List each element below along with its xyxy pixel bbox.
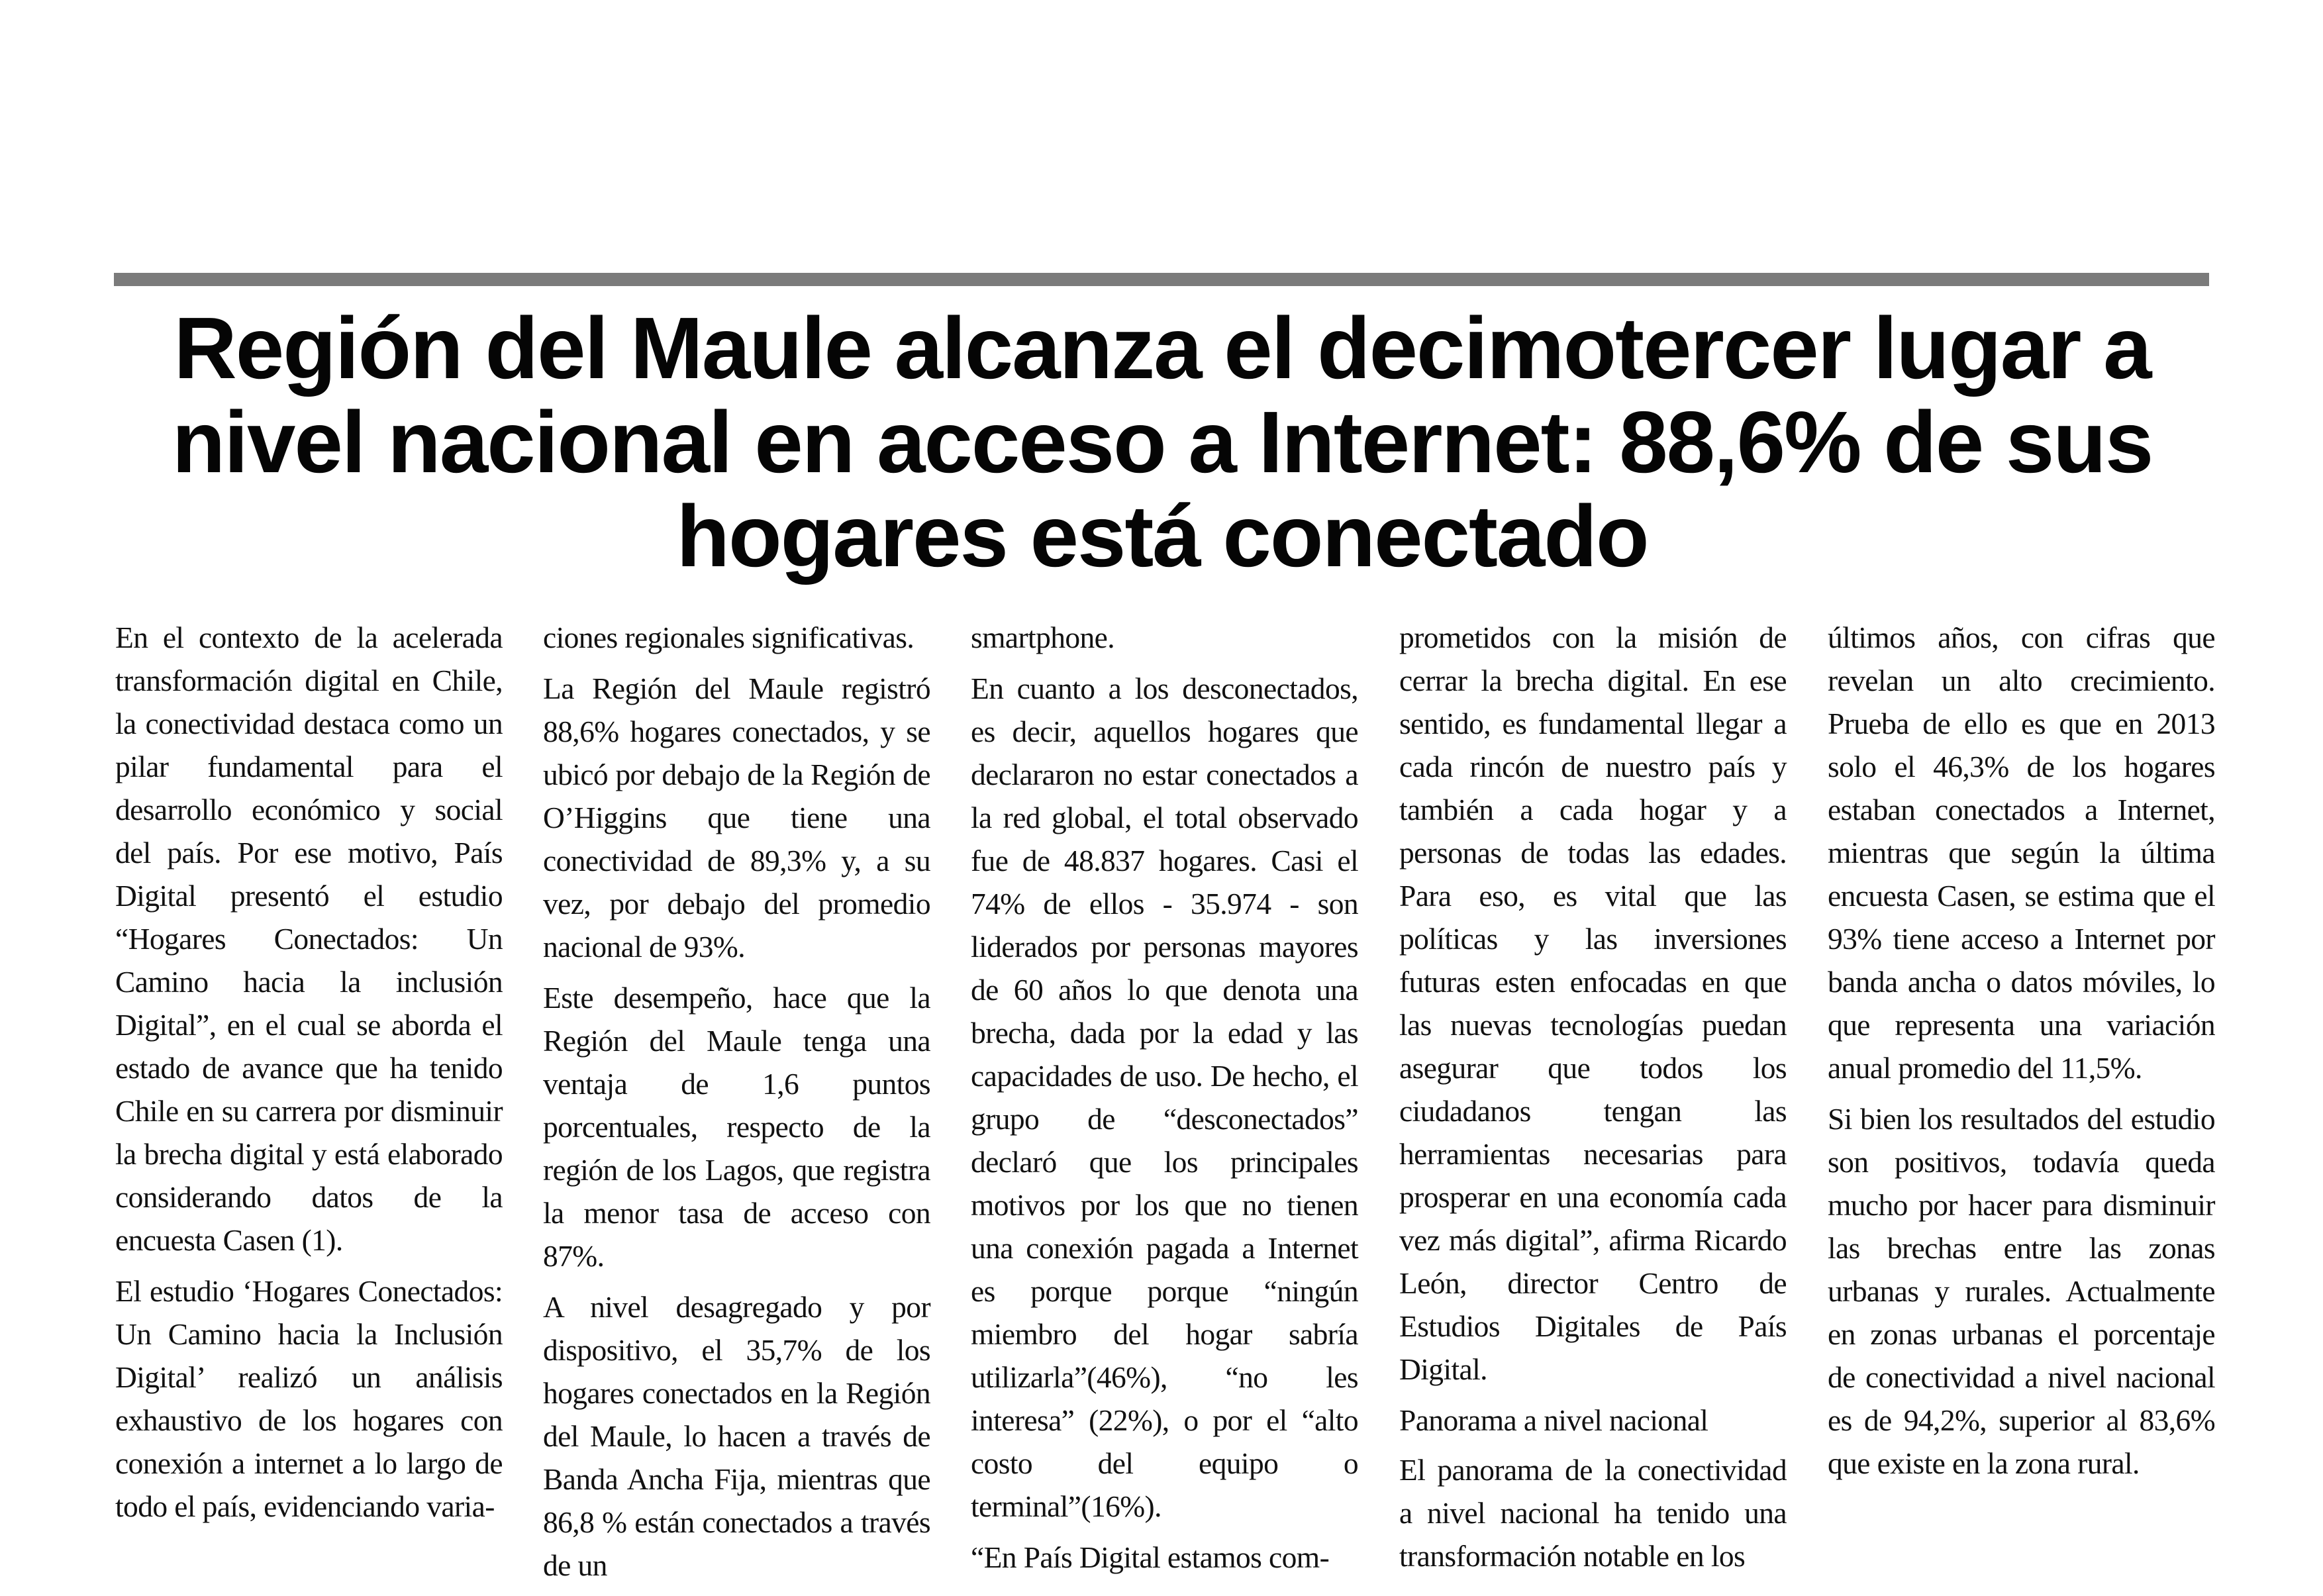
paragraph: prometidos con la misión de cerrar la brecha digital. En ese sentido, es fundamental llegar a cada rincón de nuestro país y también a cada hogar y a personas de todas las edades. Para eso, es vital que las políticas y las inversiones futuras esten enfocadas en que las nuevas tecnologías puedan asegurar que todos los ciudadanos tengan las herramientas necesarias para prosperar en una economía cada vez más digital”, afirma Ricardo León, director Centro de Estudios Digitales de País Digital. xyxy=(1399,621,1787,1386)
article-column-5 xyxy=(1828,616,2215,1493)
article-column-2 xyxy=(543,616,930,1595)
paragraph: A nivel desagregado y por dispositivo, el 35,7% de los hogares conectados en la Región del Maule, lo hacen a través de Banda Ancha Fija, mientras que 86,8 % están conectados a través de un xyxy=(543,1290,930,1582)
article-column-1 xyxy=(115,616,503,1536)
article-column-4 xyxy=(1399,616,1787,1585)
paragraph: El panorama de la conectividad a nivel nacional ha tenido una transformación notable en los xyxy=(1399,1453,1787,1573)
article-column-3 xyxy=(971,616,1358,1587)
headline: Región del Maule alcanza el decimotercer lugar a nivel nacional en acceso a Internet: 88,6% de sus hogares está conectado xyxy=(172,299,2153,585)
paragraph: smartphone. xyxy=(971,621,1115,654)
top-rule xyxy=(114,273,2209,286)
paragraph: ciones regionales significativas. xyxy=(543,621,914,654)
paragraph: La Región del Maule registró 88,6% hogares conectados, y se ubicó por debajo de la Región de O’Higgins que tiene una conectividad de 89,3% y, a su vez, por debajo del promedio nacional de 93%. xyxy=(543,672,930,964)
paragraph: últimos años, con cifras que revelan un alto crecimiento. Prueba de ello es que en 2013 solo el 46,3% de los hogares estaban conectados a Internet, mientras que según la última encuesta Casen, se estima que el 93% tiene acceso a Internet por banda ancha o datos móviles, lo que representa una variación anual promedio del 11,5%. xyxy=(1828,621,2215,1085)
paragraph: El estudio ‘Hogares Conectados: Un Camino hacia la Inclusión Digital’ realizó un análisis exhaustivo de los hogares con conexión a internet a lo largo de todo el país, evidenciando varia- xyxy=(115,1274,503,1523)
paragraph: Si bien los resultados del estudio son positivos, todavía queda mucho por hacer para disminuir las brechas entre las zonas urbanas y rurales. Actualmente en zonas urbanas el porcentaje de conectividad a nivel nacional es de 94,2%, superior al 83,6% que existe en la zona rural. xyxy=(1828,1102,2215,1480)
paragraph: En el contexto de la acelerada transformación digital en Chile, la conectividad destaca como un pilar fundamental para el desarrollo económico y social del país. Por ese motivo, País Digital presentó el estudio “Hogares Conectados: Un Camino hacia la inclusión Digital”, en el cual se aborda el estado de avance que ha tenido Chile en su carrera por disminuir la brecha digital y está elaborado considerando datos de la encuesta Casen (1). xyxy=(115,621,503,1257)
paragraph: Este desempeño, hace que la Región del Maule tenga una ventaja de 1,6 puntos porcentuales, respecto de la región de los Lagos, que registra la menor tasa de acceso con 87%. xyxy=(543,981,930,1273)
section-subheading: Panorama a nivel nacional xyxy=(1399,1403,1708,1437)
paragraph: En cuanto a los desconectados, es decir, aquellos hogares que declararon no estar conectados a la red global, el total observado fue de 48.837 hogares. Casi el 74% de ellos - 35.974 - son liderados por personas mayores de 60 años lo que denota una brecha, dada por la edad y las capacidades de uso. De hecho, el grupo de “desconectados” declaró que los principales motivos por los que no tienen una conexión pagada a Internet es porque porque “ningún miembro del hogar sabría utilizarla”(46%), “no les interesa” (22%), o por el “alto costo del equipo o terminal”(16%). xyxy=(971,672,1358,1523)
paragraph: “En País Digital estamos com- xyxy=(971,1540,1330,1574)
